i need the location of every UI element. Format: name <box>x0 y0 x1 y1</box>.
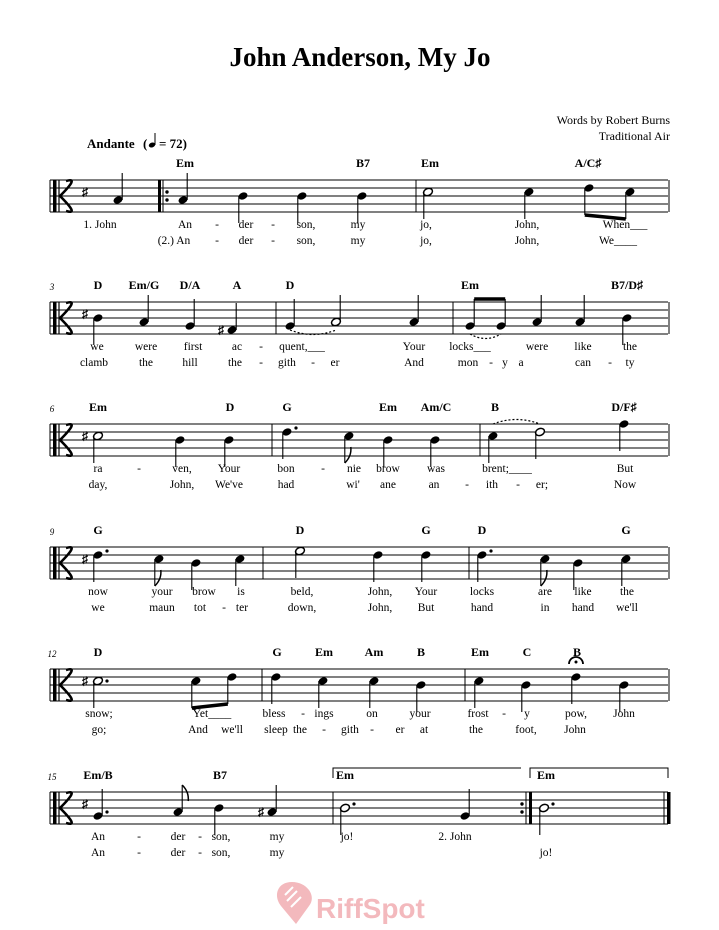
note <box>112 173 123 205</box>
lyric-verse-2: the <box>468 724 484 736</box>
lyric-verse-1: - <box>137 831 141 843</box>
fermata-dot <box>575 661 578 664</box>
chord-symbol: C <box>522 645 532 659</box>
lyric-verse-1: Your <box>402 341 426 353</box>
lyric-verse-1: Your <box>217 463 241 475</box>
note <box>92 431 103 463</box>
note <box>258 785 278 819</box>
lyric-verse-1: ac <box>231 341 243 353</box>
note <box>624 187 635 219</box>
guitar-pick-logo-icon <box>277 882 312 924</box>
chord-symbol: Am/C <box>420 400 452 414</box>
chord-symbol: D <box>225 400 235 414</box>
note-flag <box>541 570 547 586</box>
clef-bar <box>53 424 57 456</box>
lyric-verse-2: an <box>428 479 440 491</box>
note <box>569 657 583 704</box>
lyric-verse-2: in <box>540 602 550 614</box>
measure-number: 15 <box>47 772 57 782</box>
lyric-verse-2: - <box>259 357 263 369</box>
measure-number: 6 <box>49 404 55 414</box>
lyric-verse-1: 1. John <box>83 219 117 231</box>
note <box>270 672 281 704</box>
lyric-verse-2: And <box>188 724 208 736</box>
clef-bar <box>53 302 57 334</box>
lyric-verse-2: hand <box>571 602 595 614</box>
lyric-verse-1: snow; <box>85 708 113 720</box>
chord-symbol: Em/B <box>83 768 113 782</box>
music-system <box>50 156 669 247</box>
note <box>190 676 201 708</box>
lyric-verse-2: - <box>215 235 219 247</box>
chord-symbol: A/C♯ <box>574 156 602 170</box>
key-signature-sharp-icon: ♯ <box>82 674 88 688</box>
lyric-verse-1: - <box>502 708 506 720</box>
lyric-verse-1: was <box>427 463 445 475</box>
lyric-verse-1: ra <box>93 463 103 475</box>
svg-text:Andante: Andante <box>87 136 135 151</box>
lyric-verse-2: - <box>198 847 202 859</box>
note <box>422 187 433 219</box>
chord-symbol: Em <box>421 156 439 170</box>
lyric-verse-1: jo, <box>420 219 432 231</box>
lyric-verse-1: brow <box>192 586 216 598</box>
chord-symbol: G <box>421 523 431 537</box>
chord-symbol: B7/D♯ <box>610 278 644 292</box>
lyric-verse-2: ith <box>485 479 499 491</box>
repeat-dot <box>520 810 523 813</box>
lyric-verse-1: are <box>537 586 553 598</box>
note <box>473 676 484 708</box>
lyric-verse-2: at <box>419 724 429 736</box>
lyric-verse-1: An <box>90 831 106 843</box>
chord-symbol: Em <box>379 400 397 414</box>
lyric-verse-1: your <box>409 708 431 720</box>
lyric-verse-2: We____ <box>598 235 638 247</box>
note <box>92 549 108 582</box>
lyric-verse-2: my <box>350 235 366 247</box>
chord-symbol: B <box>416 645 426 659</box>
lyric-verse-2: jo! <box>539 847 553 859</box>
augmentation-dot <box>551 802 554 805</box>
note-flag <box>182 785 188 801</box>
chord-symbol: G <box>272 645 282 659</box>
note <box>574 295 585 327</box>
note <box>330 295 341 327</box>
chord-symbol: Em/G <box>128 278 160 292</box>
chord-symbol: G <box>282 400 292 414</box>
lyric-verse-2: An <box>90 847 106 859</box>
lyric-verse-1: - <box>215 219 219 231</box>
augmentation-dot <box>294 426 297 429</box>
lyricist-credit: Words by Robert Burns <box>556 113 670 127</box>
lyric-verse-2: gith <box>278 357 296 369</box>
lyric-verse-2: son, <box>296 235 316 247</box>
key-signature-sharp-icon: ♯ <box>82 307 88 321</box>
lyric-verse-1: Your <box>414 586 438 598</box>
chord-symbol: G <box>93 523 103 537</box>
lyric-verse-2: - <box>137 847 141 859</box>
chord-symbol: D <box>477 523 487 537</box>
note <box>281 426 297 459</box>
lyric-verse-1: is <box>237 586 245 598</box>
chord-symbol: B <box>572 645 582 659</box>
note <box>218 303 238 337</box>
note <box>172 785 188 817</box>
lyric-verse-1: were <box>134 341 158 353</box>
note <box>538 802 554 835</box>
note <box>495 299 506 331</box>
chord-symbol: D <box>295 523 305 537</box>
lyric-verse-2: - <box>465 479 469 491</box>
lyric-verse-2: y <box>502 357 508 369</box>
lyric-verse-2: gith <box>341 724 359 736</box>
lyric-verse-2: the <box>292 724 308 736</box>
lyric-verse-1: ings <box>314 708 334 720</box>
note-flag <box>345 447 351 463</box>
lyric-verse-2: maun <box>149 602 175 614</box>
lyric-verse-1: - <box>259 341 263 353</box>
chord-symbol: D <box>285 278 295 292</box>
lyric-verse-1: brent;____ <box>482 463 532 475</box>
note <box>177 173 188 205</box>
lyric-verse-1: der <box>238 219 254 231</box>
lyric-verse-2: my <box>269 847 285 859</box>
lyric-verse-2: - <box>271 235 275 247</box>
chord-symbol: Em <box>461 278 479 292</box>
note <box>531 295 542 327</box>
music-system <box>50 523 669 614</box>
lyric-verse-1: we <box>90 341 104 353</box>
lyric-verse-1: beld, <box>290 586 314 598</box>
clef-bar <box>53 792 57 824</box>
lyric-verse-2: down, <box>287 602 317 614</box>
note <box>583 183 594 215</box>
music-system <box>49 278 669 369</box>
note <box>464 299 475 331</box>
lyric-verse-2: son, <box>211 847 231 859</box>
final-thick-barline <box>667 792 671 824</box>
lyric-verse-2: ty <box>625 357 635 369</box>
lyric-verse-2: der <box>170 847 186 859</box>
note <box>408 295 419 327</box>
note <box>234 554 245 586</box>
lyric-verse-1: When___ <box>602 219 648 231</box>
lyric-verse-1: first <box>183 341 203 353</box>
lyric-verse-1: son, <box>296 219 316 231</box>
note <box>92 676 108 708</box>
first-ending-bracket <box>333 768 521 778</box>
lyric-verse-2: We've <box>215 479 243 491</box>
lyric-verse-1: - <box>137 463 141 475</box>
lyric-verse-1: - <box>271 219 275 231</box>
lyric-verse-1: John <box>613 708 635 720</box>
lyric-verse-2: der <box>238 235 254 247</box>
lyric-verse-1: were <box>525 341 549 353</box>
song-title: John Anderson, My Jo <box>229 42 491 72</box>
note <box>368 676 379 708</box>
lyric-verse-2: - <box>489 357 493 369</box>
lyric-verse-2: we'll <box>221 724 243 736</box>
chord-symbol: Em <box>315 645 333 659</box>
lyric-verse-1: brow <box>376 463 400 475</box>
lyric-verse-2: had <box>277 479 295 491</box>
augmentation-dot <box>352 802 355 805</box>
lyric-verse-2: tot <box>193 602 207 614</box>
tie-slur <box>470 334 501 339</box>
note <box>523 187 534 219</box>
lyric-verse-2: mon <box>457 357 479 369</box>
note <box>226 672 237 704</box>
note <box>294 546 305 578</box>
note <box>284 299 295 331</box>
lyric-verse-2: day, <box>88 479 108 491</box>
lyric-verse-1: - <box>321 463 325 475</box>
chord-symbol: Em <box>537 768 555 782</box>
lyric-verse-2: jo, <box>420 235 432 247</box>
music-system <box>50 400 669 491</box>
clef-bar <box>53 180 57 212</box>
lyric-verse-2: clamb <box>79 357 109 369</box>
key-signature-sharp-icon: ♯ <box>82 552 88 566</box>
music-system <box>48 645 670 736</box>
lyric-verse-1: now <box>88 586 108 598</box>
note <box>317 676 328 708</box>
note <box>618 419 629 451</box>
lyric-verse-2: - <box>608 357 612 369</box>
lyric-verse-1: my <box>350 219 366 231</box>
lyric-verse-2: Now <box>613 479 637 491</box>
note-flag <box>155 570 161 586</box>
lyric-verse-2: sleep <box>264 724 288 736</box>
chord-symbol: Em <box>336 768 354 782</box>
svg-text:(: ( <box>143 136 148 151</box>
chord-symbol: Am <box>364 645 384 659</box>
augmentation-dot <box>105 549 108 552</box>
augmentation-dot <box>105 679 108 682</box>
lyric-verse-2: hill <box>182 357 198 369</box>
augmentation-dot <box>105 810 108 813</box>
lyric-verse-1: y <box>524 708 530 720</box>
note <box>459 789 470 821</box>
chord-symbol: G <box>621 523 631 537</box>
lyric-verse-1: nie <box>346 463 362 475</box>
note <box>420 550 431 582</box>
composer-credit: Traditional Air <box>598 129 670 143</box>
lyric-verse-1: quent,___ <box>279 341 325 353</box>
tie-slur <box>493 420 540 425</box>
chord-symbol: D/A <box>179 278 201 292</box>
lyric-verse-1: But <box>616 463 634 475</box>
lyric-verse-2: - <box>322 724 326 736</box>
lyric-verse-2: er; <box>535 479 549 491</box>
key-signature-sharp-icon: ♯ <box>82 429 88 443</box>
augmentation-dot <box>489 549 492 552</box>
sharp-accidental-icon: ♯ <box>258 805 264 819</box>
lyric-verse-2: hand <box>470 602 494 614</box>
chord-symbol: B <box>490 400 500 414</box>
lyric-verse-2: a <box>518 357 524 369</box>
lyric-verse-2: (2.) An <box>157 235 191 247</box>
lyric-verse-2: John, <box>514 235 540 247</box>
lyric-verse-1: my <box>269 831 285 843</box>
lyric-verse-1: on <box>366 708 378 720</box>
note <box>153 554 164 586</box>
lyric-verse-2: - <box>311 357 315 369</box>
measure-number: 12 <box>47 649 57 659</box>
lyric-verse-1: Yet____ <box>192 708 232 720</box>
note <box>534 427 545 459</box>
note <box>539 554 550 586</box>
chord-symbol: Em <box>89 400 107 414</box>
lyric-verse-2: can <box>575 357 591 369</box>
lyric-verse-1: locks___ <box>449 341 491 353</box>
lyric-verse-1: frost <box>467 708 489 720</box>
lyric-verse-1: - <box>301 708 305 720</box>
lyric-verse-2: go; <box>91 724 107 736</box>
lyric-verse-1: 2. John <box>438 831 472 843</box>
clef-bar <box>53 669 57 701</box>
repeat-dot <box>520 802 523 805</box>
repeat-dot <box>165 190 168 193</box>
lyric-verse-2: And <box>404 357 424 369</box>
measure-number: 9 <box>49 527 55 537</box>
lyric-verse-2: the <box>138 357 154 369</box>
note <box>620 554 631 586</box>
lyric-verse-2: er <box>330 357 340 369</box>
note <box>138 295 149 327</box>
clef-bar <box>53 547 57 579</box>
chord-symbol: Em <box>471 645 489 659</box>
lyric-verse-1: der <box>170 831 186 843</box>
note <box>184 299 195 331</box>
lyric-verse-1: son, <box>211 831 231 843</box>
chord-symbol: D/F♯ <box>611 400 637 414</box>
lyric-verse-2: - <box>370 724 374 736</box>
lyric-verse-2: John, <box>169 479 195 491</box>
lyric-verse-2: ter <box>235 602 249 614</box>
chord-symbol: D <box>93 645 103 659</box>
lyric-verse-2: the <box>227 357 243 369</box>
note <box>343 431 354 463</box>
repeat-start-thick-barline <box>158 180 161 212</box>
lyric-verse-1: the <box>619 586 635 598</box>
lyric-verse-1: like <box>574 341 592 353</box>
lyric-verse-1: John, <box>367 586 393 598</box>
repeat-end-thick-barline <box>529 792 532 824</box>
lyric-verse-2: er <box>395 724 405 736</box>
tempo-marking <box>87 133 187 151</box>
key-signature-sharp-icon: ♯ <box>82 185 88 199</box>
chord-symbol: D <box>93 278 103 292</box>
chord-symbol: B7 <box>355 156 371 170</box>
watermark-text: RiffSpot <box>316 893 425 924</box>
chord-symbol: Em <box>176 156 194 170</box>
lyric-verse-2: - <box>516 479 520 491</box>
music-system <box>48 768 671 859</box>
lyric-verse-2: - <box>222 602 226 614</box>
lyric-verse-2: wi' <box>346 479 360 491</box>
note <box>476 549 492 582</box>
sharp-accidental-icon: ♯ <box>218 323 224 337</box>
lyric-verse-1: pow, <box>565 708 587 720</box>
lyric-verse-2: we'll <box>616 602 638 614</box>
lyric-verse-1: An <box>177 219 193 231</box>
note <box>487 431 498 463</box>
lyric-verse-1: - <box>198 831 202 843</box>
lyric-verse-1: bon <box>277 463 295 475</box>
repeat-dot <box>165 198 168 201</box>
note <box>372 550 383 582</box>
lyric-verse-1: like <box>574 586 592 598</box>
lyric-verse-1: John, <box>514 219 540 231</box>
lyric-verse-2: we <box>91 602 105 614</box>
lyric-verse-1: your <box>151 586 173 598</box>
svg-text:= 72): = 72) <box>159 136 187 151</box>
lyric-verse-2: John, <box>367 602 393 614</box>
measure-number: 3 <box>49 282 55 292</box>
lyric-verse-1: ven, <box>172 463 192 475</box>
lyric-verse-2: John <box>564 724 586 736</box>
riffspot-watermark <box>277 882 425 924</box>
lyric-verse-1: locks <box>469 586 495 598</box>
chord-symbol: B7 <box>212 768 228 782</box>
lyric-verse-1: jo! <box>340 831 354 843</box>
chord-symbol: A <box>232 278 242 292</box>
lyric-verse-2: foot, <box>515 724 537 736</box>
lyric-verse-2: ane <box>380 479 396 491</box>
lyric-verse-2: But <box>417 602 435 614</box>
lyric-verse-1: bless <box>262 708 286 720</box>
key-signature-sharp-icon: ♯ <box>82 797 88 811</box>
lyric-verse-1: the <box>622 341 638 353</box>
